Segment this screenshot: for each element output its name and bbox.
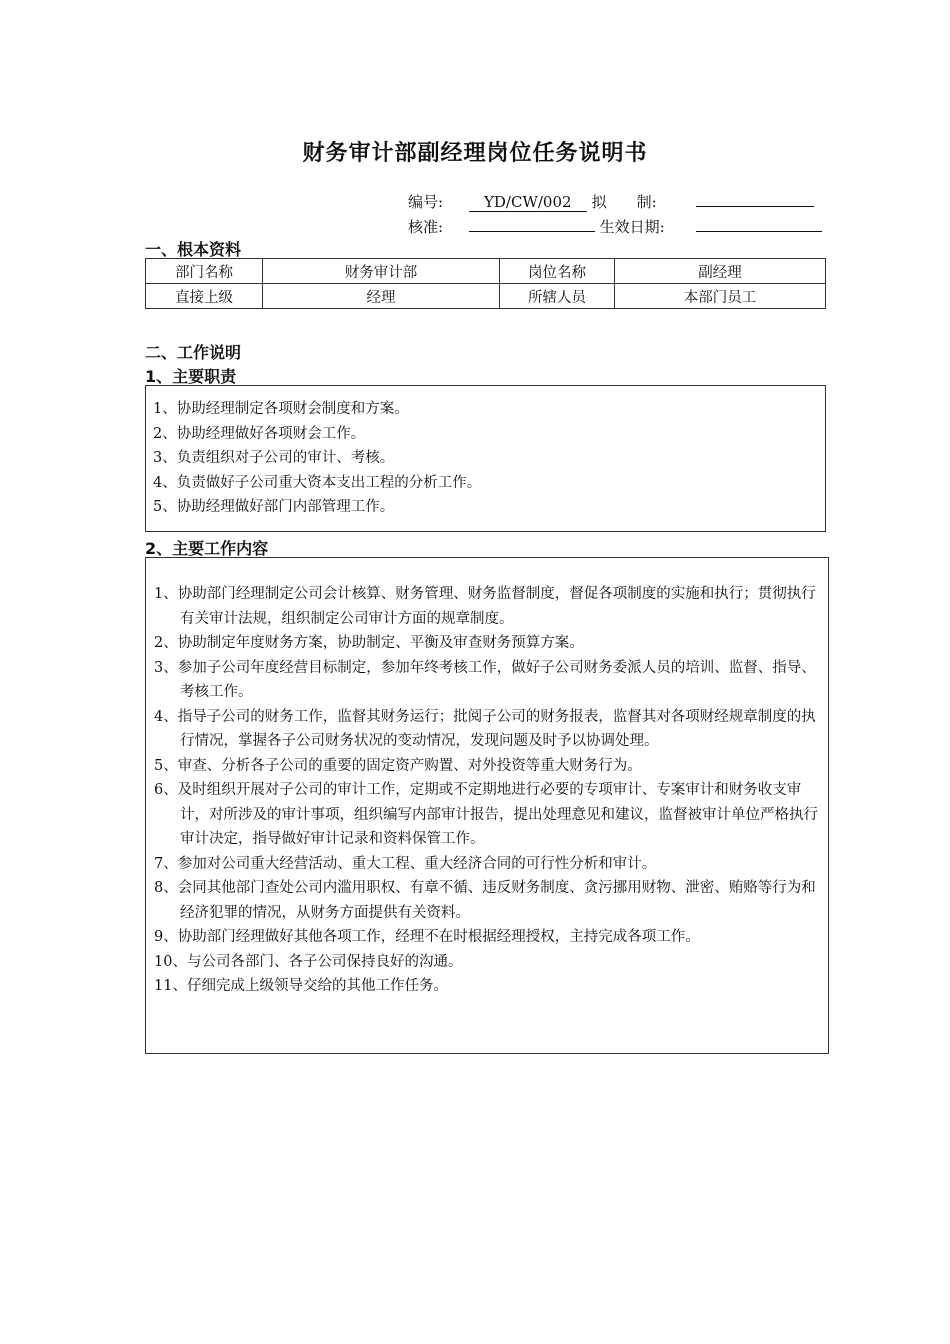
- duties-heading: 1、主要职责: [145, 367, 237, 386]
- table-row: [146, 259, 826, 284]
- list-item: 2、协助经理做好各项财会工作。: [153, 425, 366, 442]
- approve-label: 核准:: [408, 218, 444, 236]
- list-item: 11、仔细完成上级领导交给的其他工作任务。: [154, 978, 448, 994]
- table-cell: 副经理: [615, 259, 826, 284]
- table-cell: 经理: [263, 284, 500, 309]
- page-title: 财务审计部副经理岗位任务说明书: [302, 141, 648, 166]
- draft-value: [696, 188, 814, 207]
- list-item: 7、参加对公司重大经营活动、重大工程、重大经济合同的可行性分析和审计。: [154, 855, 657, 872]
- table-cell: 所辖人员: [500, 284, 615, 309]
- work-content-list: [146, 558, 828, 999]
- work-content-box: [145, 557, 829, 1054]
- table-cell: 财务审计部: [263, 259, 500, 284]
- draft-label: 拟 制:: [591, 193, 657, 211]
- table-cell: 部门名称: [146, 259, 263, 284]
- list-item: 6、及时组织开展对子公司的审计工作，定期或不定期地进行必要的专项审计、专案审计和财务收支审计，对所涉及的审计事项，组织编写内部审计报告，提出处理意见和建议，监督被审计单位严格执行审计决定，指导做好审计记录和资料保管工作。: [154, 782, 818, 847]
- list-item: 4、负责做好子公司重大资本支出工程的分析工作。: [153, 474, 482, 491]
- list-item: 9、协助部门经理做好其他各项工作，经理不在时根据经理授权，主持完成各项工作。: [154, 929, 700, 945]
- list-item: 10、与公司各部门、各子公司保持良好的沟通。: [154, 953, 463, 970]
- code-label: 编号:: [408, 193, 444, 211]
- code-value: YD/CW/002: [469, 193, 587, 212]
- section-work-heading: 二、工作说明: [145, 343, 242, 362]
- effective-date-value: [696, 213, 822, 232]
- list-item: 5、审查、分析各子公司的重要的固定资产购置、对外投资等重大财务行为。: [154, 757, 642, 774]
- approve-value: [469, 213, 595, 232]
- duties-list: [146, 386, 825, 520]
- work-content-heading: 2、主要工作内容: [145, 539, 269, 558]
- list-item: 2、协助制定年度财务方案，协助制定、平衡及审查财务预算方案。: [154, 635, 584, 651]
- list-item: 3、参加子公司年度经营目标制定，参加年终考核工作，做好子公司财务委派人员的培训、监督、指导、考核工作。: [154, 659, 816, 700]
- meta-row-2: [408, 213, 822, 237]
- meta-row-1: [408, 188, 814, 212]
- section-basic-heading: 一、根本资料: [145, 240, 242, 259]
- list-item: 4、指导子公司的财务工作，监督其财务运行；批阅子公司的财务报表，监督其对各项财经规章制度的执行情况，掌握各子公司财务状况的变动情况，发现问题及时予以协调处理。: [154, 708, 816, 749]
- table-cell: 本部门员工: [615, 284, 826, 309]
- list-item: 8、会同其他部门查处公司内滥用职权、有章不循、违反财务制度、贪污挪用财物、泄密、贿赂等行为和经济犯罪的情况，从财务方面提供有关资料。: [154, 880, 816, 921]
- basic-info-table: [145, 258, 826, 309]
- list-item: 1、协助部门经理制定公司会计核算、财务管理、财务监督制度，督促各项制度的实施和执行；贯彻执行有关审计法规，组织制定公司审计方面的规章制度。: [154, 586, 816, 627]
- list-item: 1、协助经理制定各项财会制度和方案。: [153, 401, 409, 417]
- table-cell: 直接上级: [146, 284, 263, 309]
- table-cell: 岗位名称: [500, 259, 615, 284]
- table-row: [146, 284, 826, 309]
- list-item: 3、负责组织对子公司的审计、考核。: [153, 450, 395, 466]
- duties-box: [145, 385, 826, 532]
- effective-date-label: 生效日期:: [599, 218, 665, 236]
- list-item: 5、协助经理做好部门内部管理工作。: [153, 499, 395, 515]
